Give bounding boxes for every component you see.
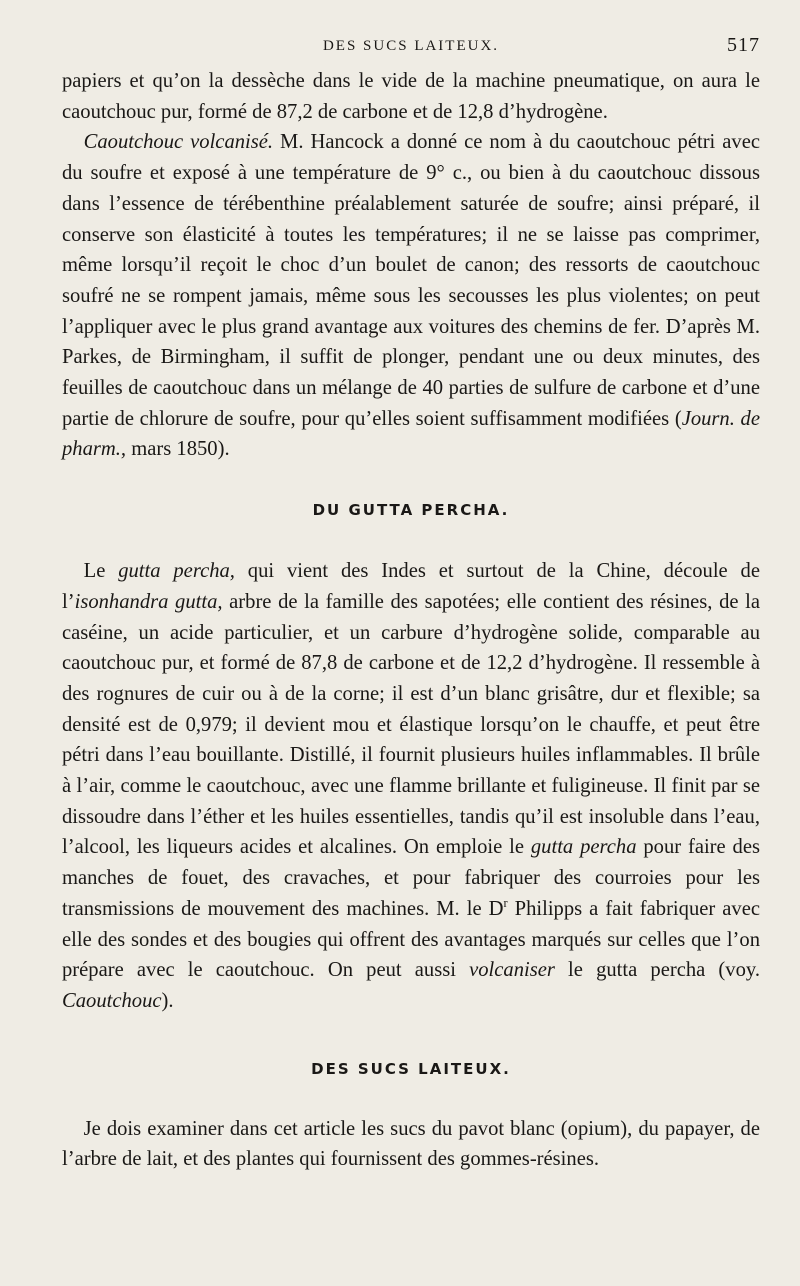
paragraph-text: Le — [83, 560, 119, 583]
term-gutta-percha: gutta percha — [530, 836, 637, 859]
paragraph-continuation: papiers et qu’on la dessèche dans le vide de la machine pneumatique, on aura le caoutchouc pur, formé de 87,2 de carbone et de 12,8 d’hydrogène. — [62, 70, 760, 123]
paragraph-gutta-percha — [62, 556, 760, 1017]
term-caoutchouc: Caoutchouc — [62, 989, 162, 1012]
superscript: r — [503, 896, 508, 911]
term-isonhandra-gutta: isonhandra gutta, — [74, 590, 223, 613]
paragraph-text: pour faire des manches de fouet, des cravaches, et pour fabriquer des courroies pour les transmissions de mouvement des machines. M. le D — [62, 836, 760, 920]
running-head — [62, 30, 760, 66]
citation-journal: Journ. de pharm., — [62, 407, 760, 461]
section-heading-gutta-percha: DU GUTTA PERCHA. — [312, 501, 510, 520]
paragraph-text: arbre de la famille des sapotées; elle contient des résines, de la caséine, un acide particulier, et un carbure d’hydrogène solide, comparable au caoutchouc pur, et formé de 87,8 de carbone et de 12,2 d’hydrogène. Il ressemble à des rognures de cuir ou à de la corne; il est d’un blanc grisâtre, dur et flexible; sa densité est de 0,979; il devient mou et élastique lorsqu’on le chauffe, et peut être pétri dans l’eau bouillante. Distillé, il fournit plusieurs huiles inflammables. Il brûle à l’air, comme le caoutchouc, avec une flamme brillante et fuligineuse. Il finit par se dissoudre dans l’éther et les huiles essentielles, tandis qu’il est insoluble dans l’eau, l’alcool, les liqueurs acides et alcalines. On emploie le — [62, 590, 760, 859]
term-caoutchouc-volcanise: Caoutchouc volcanisé. — [83, 131, 274, 154]
term-volcaniser: volcaniser — [469, 959, 555, 982]
paragraph-text: M. Hancock a donné ce nom à du caoutchouc pétri avec du soufre et exposé à une température de 9° c., ou bien à du caoutchouc dissous dans l’essence de térébenthine préalablement saturée de soufre; ainsi préparé, il conserve son élasticité à toutes les températures; il ne se laisse pas comprimer, même lorsqu’il reçoit le choc d’un boulet de canon; des ressorts de caoutchouc soufré ne se rompent jamais, même sous les secousses les plus violentes; on peut l’appliquer avec le plus grand avantage aux voitures des chemins de fer. D’après M. Parkes, de Birmingham, il suffit de plonger, pendant une ou deux minutes, des feuilles de caoutchouc dans un mélange de 40 parties de sulfure de carbone et d’une partie de chlorure de soufre, pour qu’elles soient suffisamment modifiées ( — [62, 131, 760, 430]
paragraph-caoutchouc-volcanise — [62, 127, 760, 465]
page-number: 517 — [727, 34, 760, 56]
paragraph-text: le gutta percha (voy. — [554, 959, 760, 982]
running-title: DES SUCS LAITEUX. — [322, 38, 500, 54]
paragraph-text: qui vient des Indes et surtout de la Chine, découle de l’ — [62, 560, 760, 613]
paragraph-sucs-laiteux: Je dois examiner dans cet article les sucs du pavot blanc (opium), du papayer, de l’arbre de lait, et des plantes qui fournissent des gommes-résines. — [62, 1117, 760, 1171]
paragraph-text: ). — [161, 989, 174, 1012]
section-heading-sucs-laiteux: DES SUCS LAITEUX. — [311, 1059, 511, 1078]
paragraph-text: Philipps a fait fabriquer avec elle des sondes et des bougies qui offrent des avantages marqués sur celles que l’on prépare avec le caoutchouc. On peut aussi — [62, 897, 760, 982]
paragraph-text: mars 1850). — [126, 438, 230, 461]
term-gutta-percha: gutta percha, — [118, 560, 235, 583]
